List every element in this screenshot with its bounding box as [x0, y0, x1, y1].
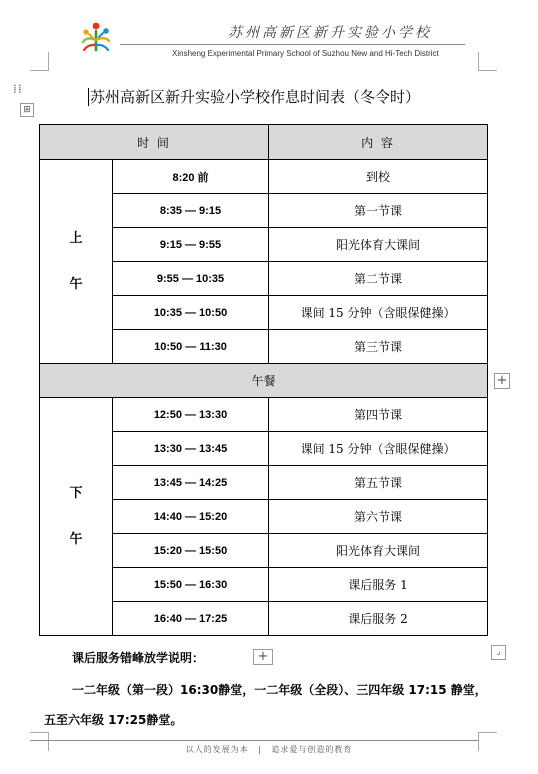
table-cell-time[interactable]: 8:35 — 9:15 [113, 194, 269, 228]
document-title[interactable]: 苏州高新区新升实验小学校作息时间表（冬令时） [90, 88, 421, 106]
table-cell-time[interactable]: 16:40 — 17:25 [113, 602, 269, 636]
table-cell-time[interactable]: 10:50 — 11:30 [113, 330, 269, 364]
footer-separator: | [258, 745, 262, 754]
table-cell-time[interactable]: 9:15 — 9:55 [113, 228, 269, 262]
school-name-cn: 苏州高新区新升实验小学校 [228, 25, 432, 41]
add-row-below-icon[interactable]: + [253, 649, 273, 665]
header-time: 时 间 [40, 125, 269, 160]
note-body[interactable]: 一二年级（第一段）16:30静堂，一二年级（全段）、三四年级 17:15 静堂，五至六年级 17:25静堂。 [44, 683, 487, 727]
table-cell-content[interactable]: 第一节课 [269, 194, 488, 228]
table-cell-content[interactable]: 第四节课 [269, 398, 488, 432]
add-row-icon[interactable]: + [494, 373, 510, 389]
table-cell-content[interactable]: 课后服务 2 [269, 602, 488, 636]
table-cell-content[interactable]: 阳光体育大课间 [269, 534, 488, 568]
crop-mark-top-left [30, 52, 49, 71]
table-cell-time[interactable]: 9:55 — 10:35 [113, 262, 269, 296]
lunch-row[interactable]: 午餐 [40, 364, 488, 398]
table-cell-content[interactable]: 课间 15 分钟（含眼保健操） [269, 432, 488, 466]
note-heading[interactable]: 课后服务错峰放学说明： [72, 651, 205, 665]
school-logo-icon [78, 20, 114, 56]
schedule-table[interactable] [39, 124, 488, 636]
table-cell-time[interactable]: 13:30 — 13:45 [113, 432, 269, 466]
table-cell-content[interactable]: 到校 [269, 160, 488, 194]
table-cell-content[interactable]: 第六节课 [269, 500, 488, 534]
school-name-en: Xinsheng Experimental Primary School of Suzhou New and Hi-Tech District [172, 49, 439, 58]
drag-handle-icon[interactable]: ⁞⁞ [13, 82, 23, 96]
footer [0, 744, 538, 755]
footer-motto-right: 追求爱与创造的教育 [271, 745, 353, 754]
table-move-icon[interactable]: ⊞ [20, 103, 34, 117]
period-afternoon: 下 午 [40, 398, 113, 636]
crop-mark-top-right [478, 52, 497, 71]
header-divider [120, 44, 465, 45]
footer-divider [30, 740, 478, 741]
table-resize-icon[interactable]: ⌟ [491, 645, 506, 660]
table-cell-content[interactable]: 课后服务 1 [269, 568, 488, 602]
table-cell-time[interactable]: 13:45 — 14:25 [113, 466, 269, 500]
table-cell-content[interactable]: 第三节课 [269, 330, 488, 364]
table-cell-content[interactable]: 第五节课 [269, 466, 488, 500]
table-cell-time[interactable]: 12:50 — 13:30 [113, 398, 269, 432]
period-morning: 上 午 [40, 160, 113, 364]
table-cell-time[interactable]: 15:50 — 16:30 [113, 568, 269, 602]
table-cell-time[interactable]: 8:20 前 [113, 160, 269, 194]
table-cell-time[interactable]: 15:20 — 15:50 [113, 534, 269, 568]
table-cell-time[interactable]: 10:35 — 10:50 [113, 296, 269, 330]
table-cell-time[interactable]: 14:40 — 15:20 [113, 500, 269, 534]
footer-motto-left: 以人的发展为本 [185, 745, 249, 754]
table-cell-content[interactable]: 阳光体育大课间 [269, 228, 488, 262]
table-cell-content[interactable]: 第二节课 [269, 262, 488, 296]
text-cursor [88, 88, 89, 106]
table-cell-content[interactable]: 课间 15 分钟（含眼保健操） [269, 296, 488, 330]
header-content: 内 容 [269, 125, 488, 160]
